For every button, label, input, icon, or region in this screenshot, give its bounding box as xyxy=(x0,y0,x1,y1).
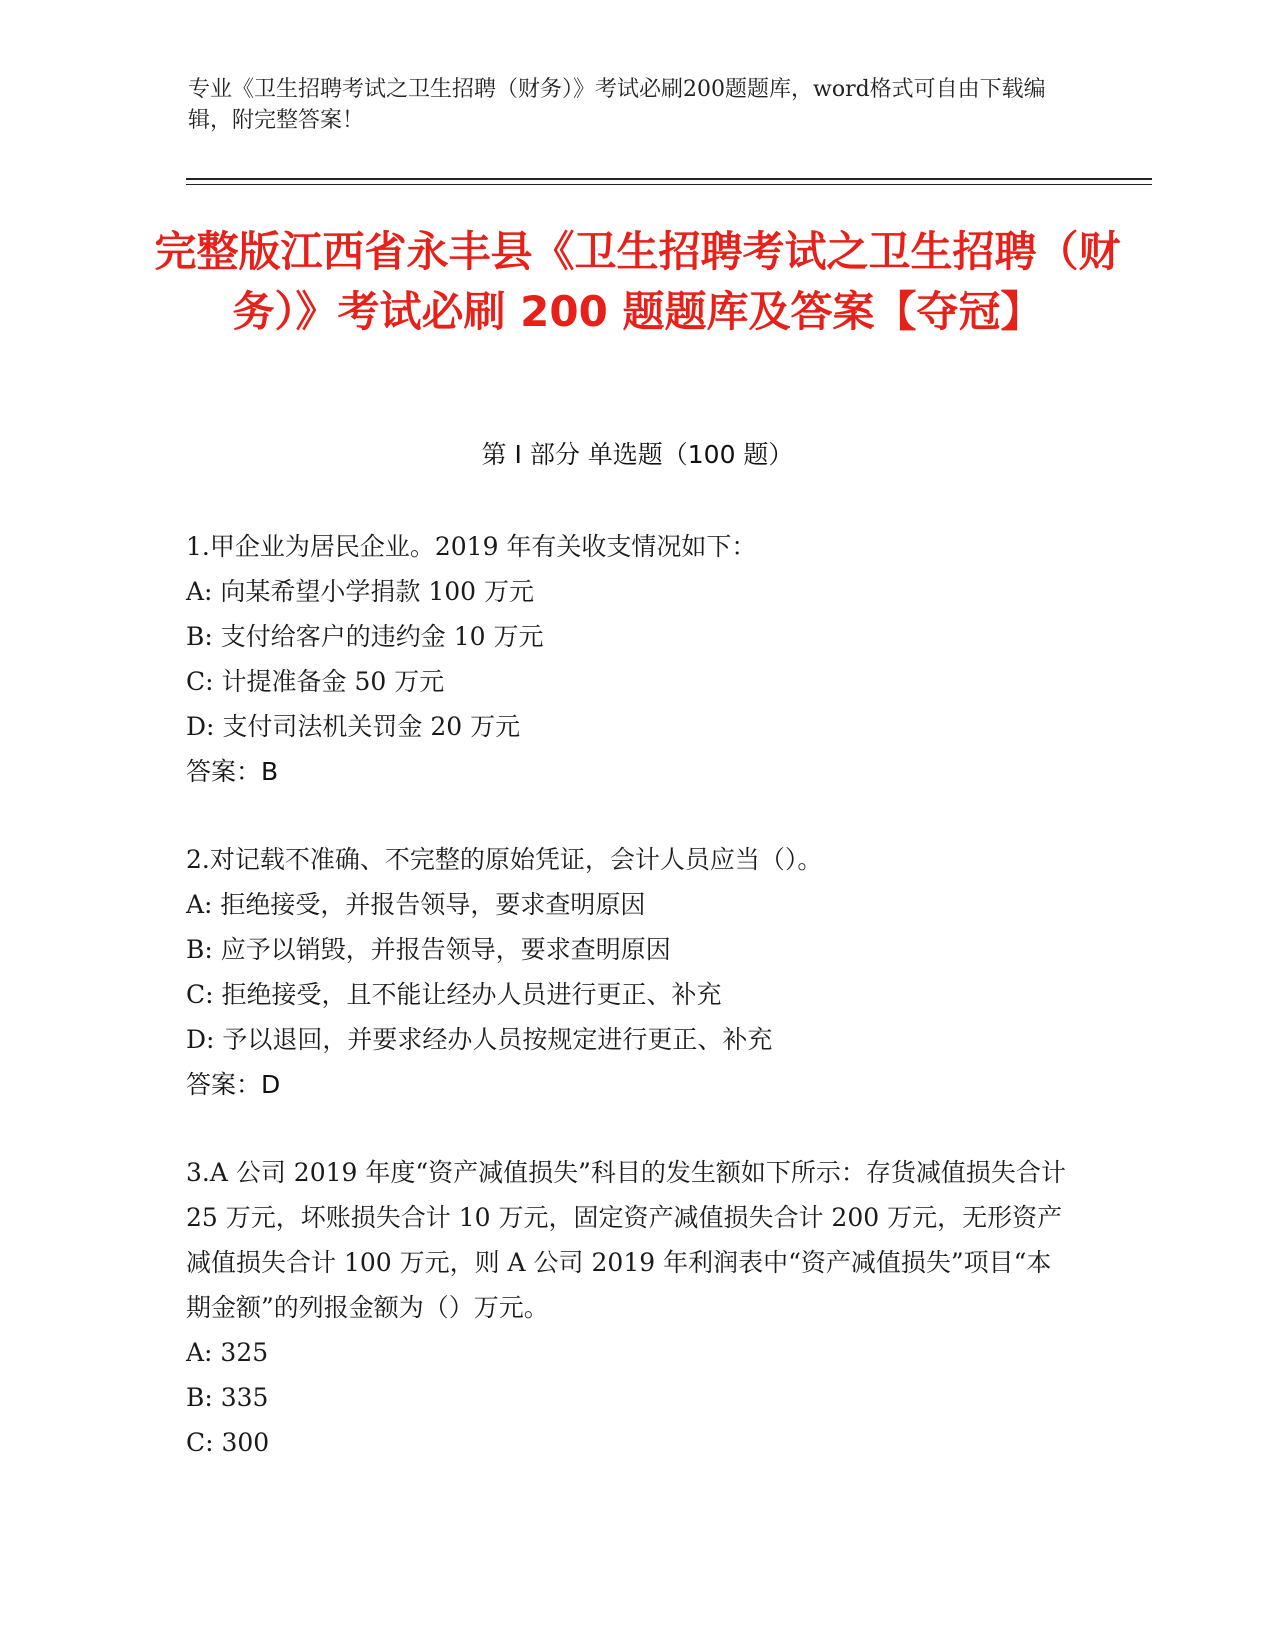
option-b: B: 支付给客户的违约金 10 万元 xyxy=(186,622,544,651)
question-stem: 1.甲企业为居民企业。2019 年有关收支情况如下： xyxy=(186,532,757,561)
answer: 答案：B xyxy=(186,757,279,786)
header-note: 专业《卫生招聘考试之卫生招聘（财务）》考试必刷200题题库，word格式可自由下载编辑，附完整答案！ xyxy=(188,77,1046,133)
option-b: B: 335 xyxy=(186,1383,269,1412)
option-c: C: 300 xyxy=(186,1428,270,1457)
question-2 xyxy=(186,837,1066,1107)
answer: 答案：D xyxy=(186,1070,281,1099)
option-a: A: 325 xyxy=(186,1338,269,1367)
question-3 xyxy=(186,1150,1066,1465)
section-heading: 第 I 部分 单选题（100 题） xyxy=(481,440,794,469)
header-rule-thin xyxy=(186,184,1152,185)
header-rule-thick xyxy=(186,178,1152,180)
question-1 xyxy=(186,524,1066,794)
document-title: 完整版江西省永丰县《卫生招聘考试之卫生招聘（财务）》考试必刷 200 题题库及答案【夺冠】 xyxy=(154,227,1121,336)
option-d: D: 予以退回，并要求经办人员按规定进行更正、补充 xyxy=(186,1025,773,1054)
question-stem: 3.A 公司 2019 年度“资产减值损失”科目的发生额如下所示：存货减值损失合计 25 万元，坏账损失合计 10 万元，固定资产减值损失合计 200 万元，无形资产减值损失合计 100 万元，则 A 公司 2019 年利润表中“资产减值损失”项目“本期金额”的列报金额为（）万元。 xyxy=(186,1158,1066,1322)
option-a: A: 拒绝接受，并报告领导，要求查明原因 xyxy=(186,890,646,919)
question-stem: 2.对记载不准确、不完整的原始凭证，会计人员应当（）。 xyxy=(186,845,823,874)
option-d: D: 支付司法机关罚金 20 万元 xyxy=(186,712,521,741)
option-c: C: 计提准备金 50 万元 xyxy=(186,667,445,696)
option-a: A: 向某希望小学捐款 100 万元 xyxy=(186,577,535,606)
option-b: B: 应予以销毁，并报告领导，要求查明原因 xyxy=(186,935,671,964)
question-list xyxy=(186,524,1066,1508)
option-c: C: 拒绝接受，且不能让经办人员进行更正、补充 xyxy=(186,980,722,1009)
